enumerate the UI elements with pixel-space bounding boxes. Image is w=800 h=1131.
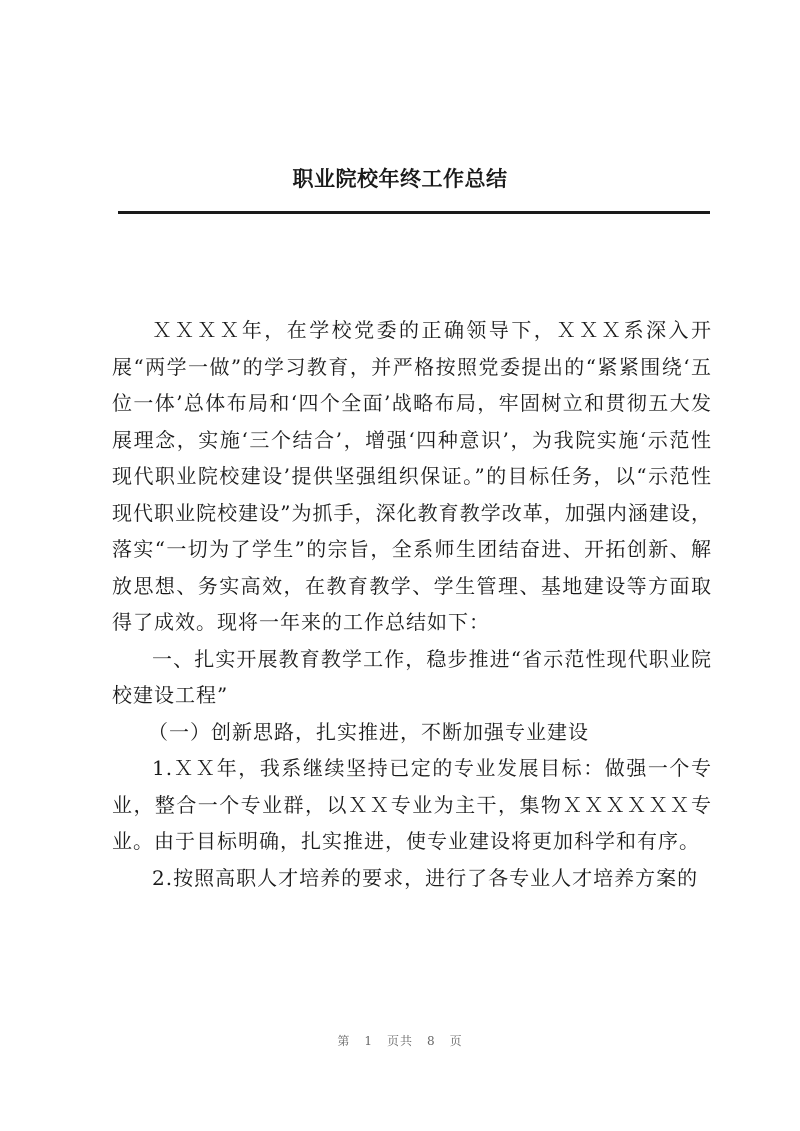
- paragraph-item-2: 2.按照高职人才培养的要求，进行了各专业人才培养方案的: [152, 865, 699, 890]
- paragraph-intro: ＸＸＸＸ年，在学校党委的正确领导下，ＸＸＸ系深入开展“两学一做”的学习教育，并严格按照党委提出的“紧紧围绕‘五位一体’总体布局和‘四个全面’战略布局，牢固树立和贯彻五大发展理念，实施‘三个结合’，增强‘四种意识’，为我院实施‘示范性现代职业院校建设’提供坚强组织保证。”的目标任务，以“示范性现代职业院校建设”为抓手，深化教育教学改革，加强内涵建设，落实“一切为了学生”的宗旨，全系师生团结奋进、开拓创新、解放思想、务实高效，在教育教学、学生管理、基地建设等方面取得了成效。现将一年来的工作总结如下：: [112, 318, 712, 634]
- title-underline: [118, 211, 710, 214]
- document-title: 职业院校年终工作总结: [292, 167, 508, 191]
- paragraph-item-1: 1.ＸＸ年，我系继续坚持已定的专业发展目标：做强一个专业，整合一个专业群，以ＸＸ专业为主干，集物ＸＸＸＸＸＸ专业。由于目标明确，扎实推进，使专业建设将更加科学和有序。: [112, 756, 712, 853]
- page-footer: [0, 1032, 800, 1049]
- footer-prefix: 第: [337, 1034, 351, 1048]
- footer-middle: 页共: [386, 1034, 413, 1048]
- paragraph-section-heading: 一、扎实开展教育教学工作，稳步推进“省示范性现代职业院校建设工程”: [112, 646, 712, 707]
- paragraph-subsection-heading: （一）创新思路，扎实推进，不断加强专业建设: [148, 719, 589, 744]
- footer-page-number: 1: [364, 1034, 373, 1048]
- document-body: [112, 312, 712, 896]
- footer-suffix: 页: [449, 1034, 463, 1048]
- footer-total-pages: 8: [427, 1034, 436, 1048]
